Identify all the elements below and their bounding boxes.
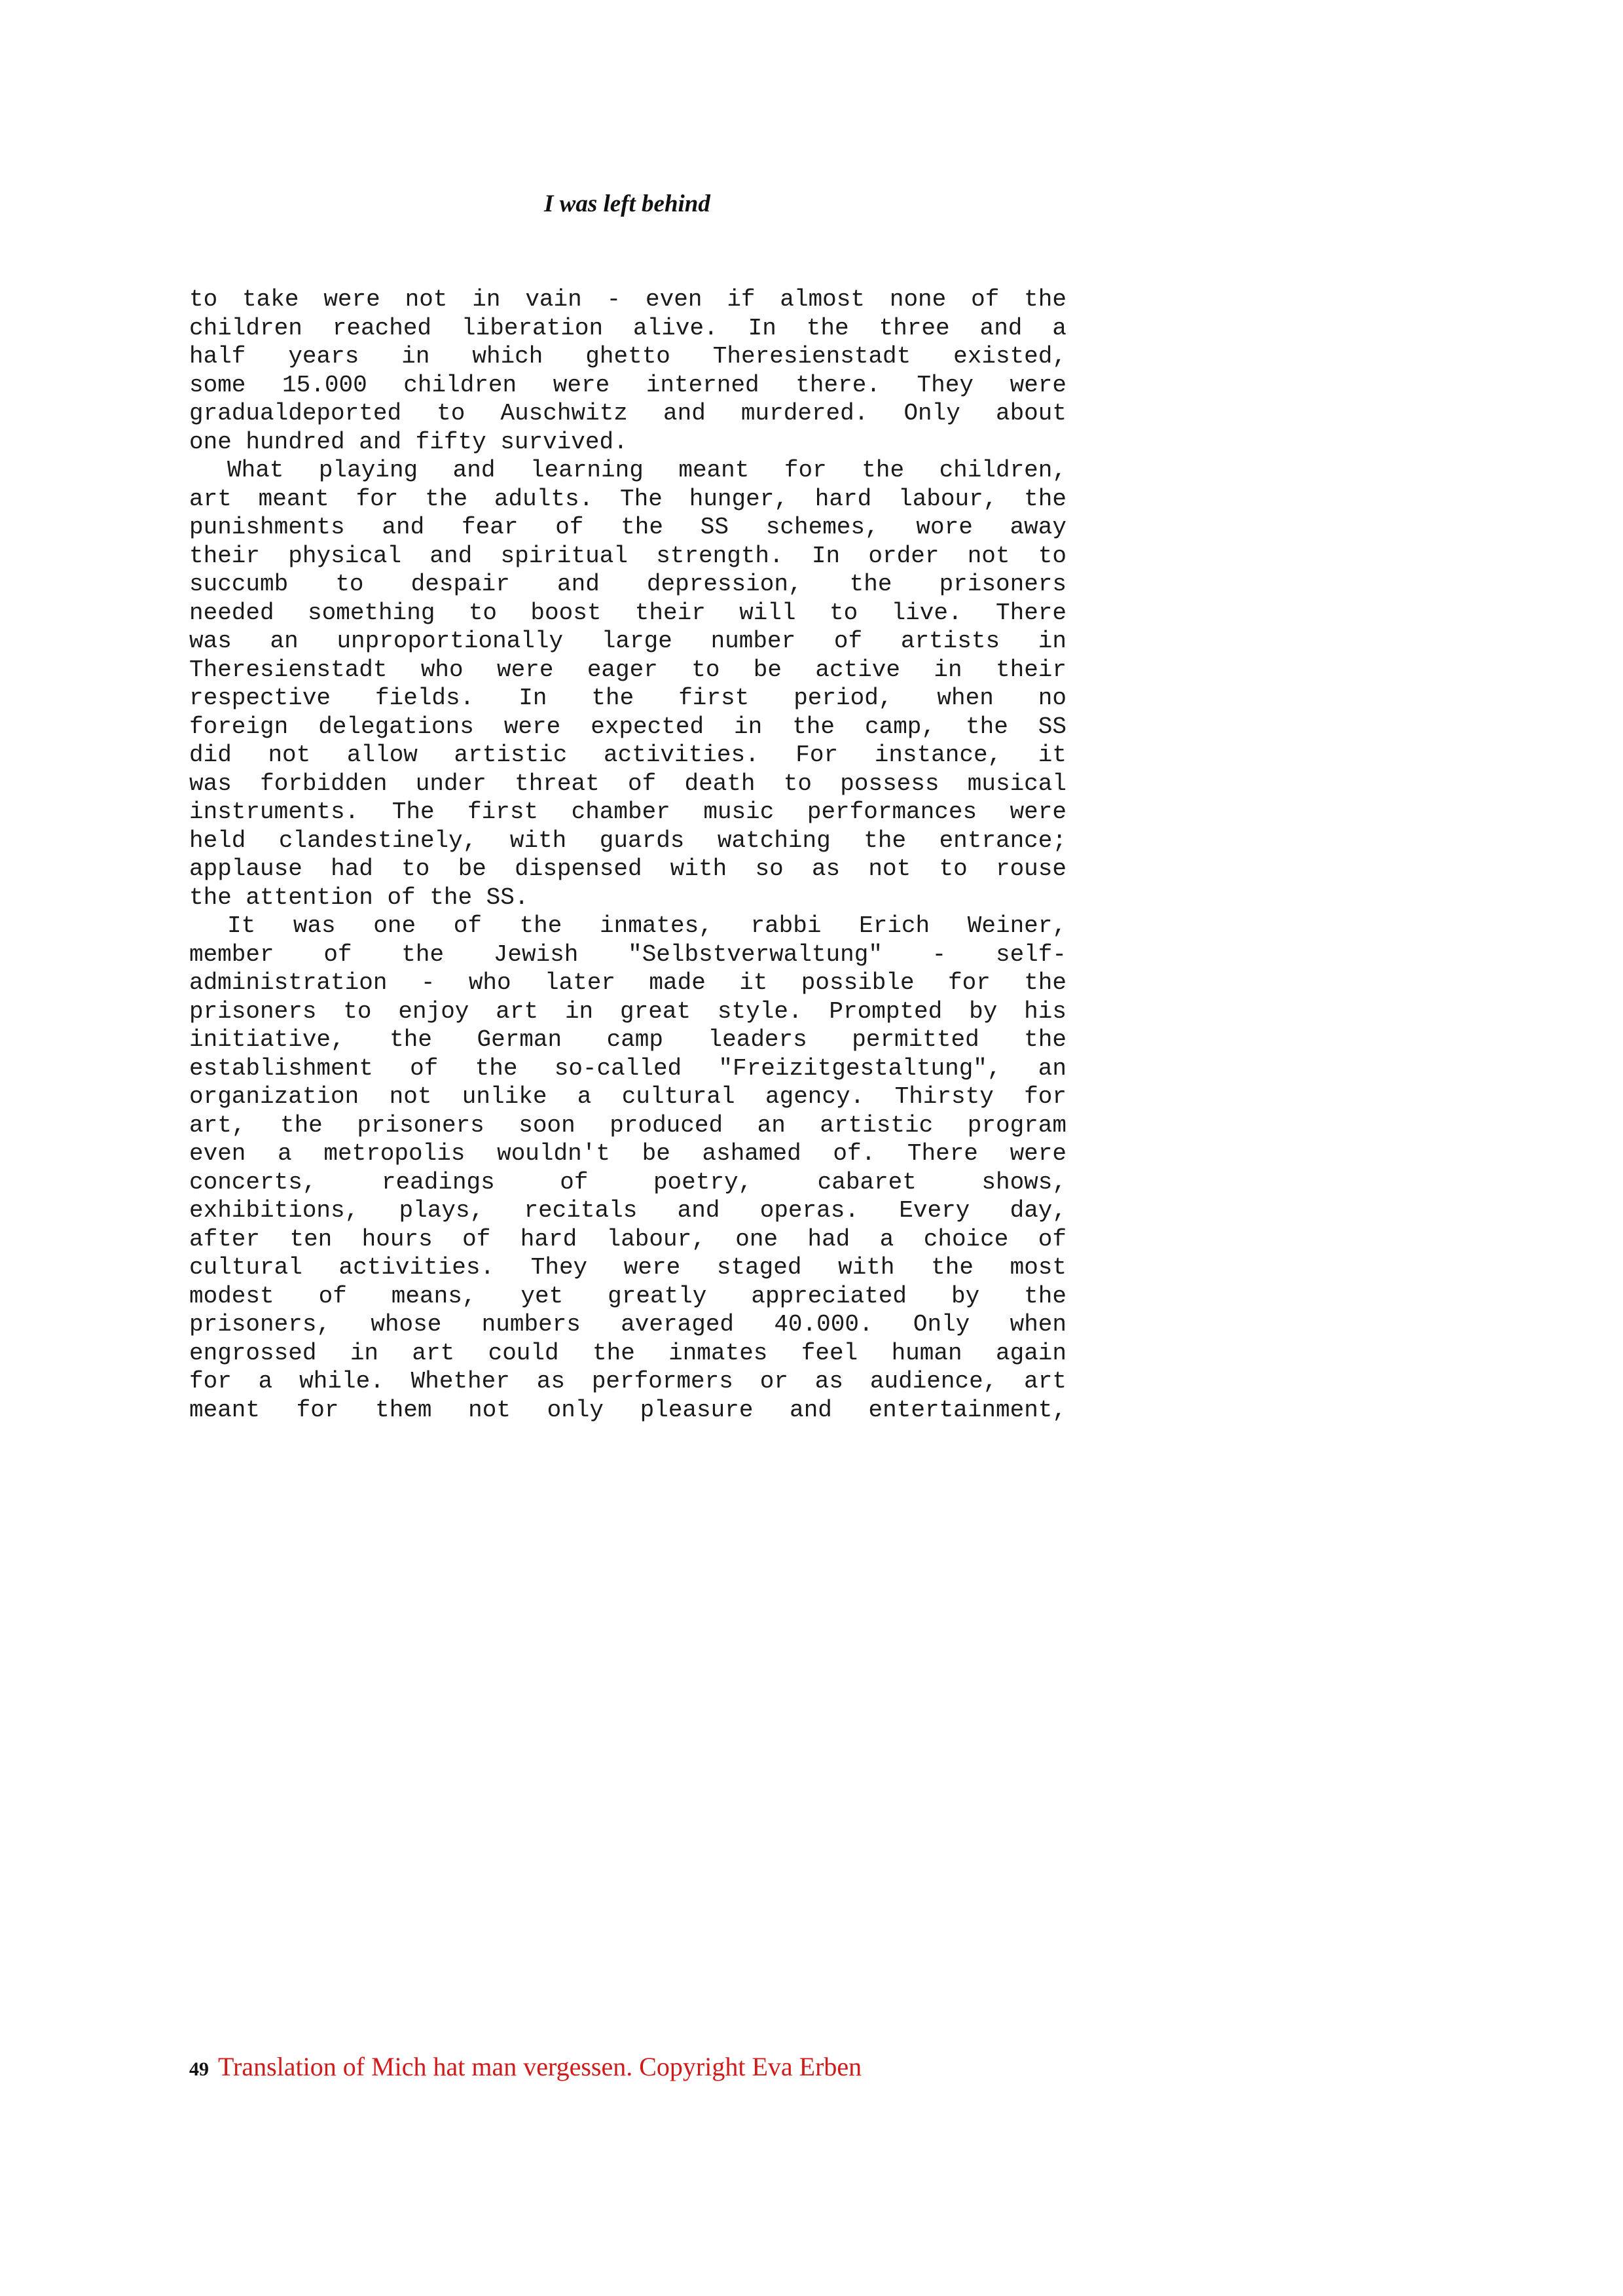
text-line: exhibitions, plays, recitals and operas. Every day,	[189, 1197, 1067, 1224]
page-footer	[189, 2051, 862, 2089]
text-line: punishments and fear of the SS schemes, wore away	[189, 514, 1067, 541]
text-line: even a metropolis wouldn't be ashamed of. There were	[189, 1140, 1067, 1167]
text-line: some 15.000 children were interned there. They were	[189, 371, 1067, 399]
text-line: art, the prisoners soon produced an artistic program	[189, 1111, 1067, 1139]
paragraph-end-line: the attention of the SS.	[189, 884, 529, 911]
text-line: succumb to despair and depression, the prisoners	[189, 571, 1067, 598]
text-line: was forbidden under threat of death to possess musical	[189, 770, 1067, 797]
text-line: Theresienstadt who were eager to be active in their	[189, 656, 1067, 683]
body-text	[189, 285, 1067, 1424]
text-line: initiative, the German camp leaders permitted the	[189, 1026, 1067, 1053]
text-line: respective fields. In the first period, when no	[189, 685, 1067, 711]
text-line: applause had to be dispensed with so as not to rouse	[189, 855, 1067, 882]
text-line: their physical and spiritual strength. In order not to	[189, 542, 1067, 569]
paragraph-start-line: It was one of the inmates, rabbi Erich Weiner,	[227, 912, 1067, 939]
text-line: for a while. Whether as performers or as audience, art	[189, 1368, 1067, 1395]
text-line: half years in which ghetto Theresienstadt existed,	[189, 343, 1067, 370]
text-line: organization not unlike a cultural agency. Thirsty for	[189, 1083, 1067, 1110]
text-line: was an unproportionally large number of artists in	[189, 628, 1067, 655]
text-line: to take were not in vain - even if almost none of the	[189, 286, 1067, 313]
footer-copyright: Translation of Mich hat man vergessen. Copyright Eva Erben	[218, 2052, 862, 2081]
text-line: art meant for the adults. The hunger, hard labour, the	[189, 485, 1067, 512]
text-line: prisoners, whose numbers averaged 40.000. Only when	[189, 1311, 1067, 1338]
text-line: modest of means, yet greatly appreciated by the	[189, 1282, 1067, 1310]
text-line: gradualdeported to Auschwitz and murdered. Only about	[189, 400, 1067, 427]
text-line: meant for them not only pleasure and entertainment,	[189, 1396, 1067, 1424]
text-line: instruments. The first chamber music performances were	[189, 798, 1067, 825]
text-line: prisoners to enjoy art in great style. Prompted by his	[189, 997, 1067, 1025]
text-line: children reached liberation alive. In the three and a	[189, 314, 1067, 342]
text-line: did not allow artistic activities. For instance, it	[189, 742, 1067, 768]
paragraph-start-line: What playing and learning meant for the children,	[227, 457, 1067, 484]
paragraph-end-line: one hundred and fifty survived.	[189, 428, 628, 456]
text-line: member of the Jewish "Selbstverwaltung" - self-	[189, 941, 1067, 968]
running-header-title: I was left behind	[544, 190, 710, 217]
text-line: administration - who later made it possible for the	[189, 969, 1067, 996]
text-line: foreign delegations were expected in the camp, the SS	[189, 713, 1067, 740]
text-line: held clandestinely, with guards watching the entrance;	[189, 827, 1067, 854]
text-line: cultural activities. They were staged with the most	[189, 1254, 1067, 1281]
text-line: after ten hours of hard labour, one had a choice of	[189, 1225, 1067, 1253]
text-line: engrossed in art could the inmates feel human again	[189, 1339, 1067, 1367]
text-line: needed something to boost their will to live. There	[189, 599, 1067, 626]
text-line: concerts, readings of poetry, cabaret shows,	[189, 1168, 1067, 1196]
text-line: establishment of the so-called "Freizitgestaltung", an	[189, 1054, 1067, 1082]
page-number: 49	[189, 2058, 209, 2080]
